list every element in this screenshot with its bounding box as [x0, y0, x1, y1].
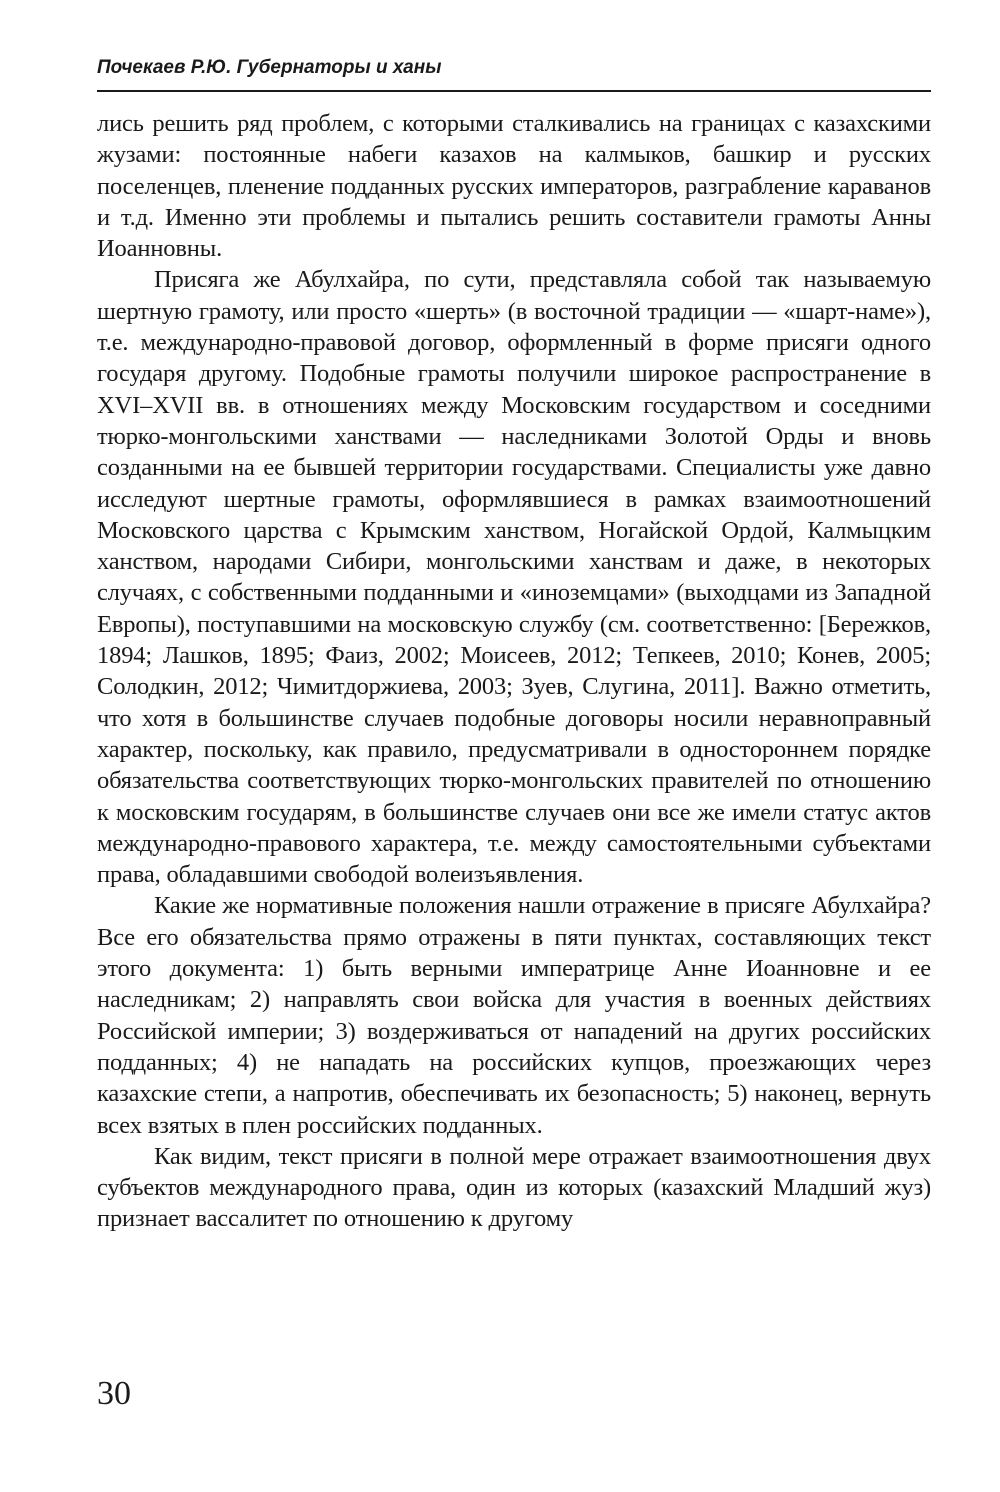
- header-divider: [97, 90, 931, 92]
- page-body: [97, 108, 931, 1235]
- paragraph-continuation: лись решить ряд проблем, с которыми сталкивались на границах с казахскими жузами: постоянные набеги казахов на калмыков, башкир и русских поселенцев, пленение подданных русских императоров, разграбление караванов и т.д. Именно эти проблемы и пытались решить составители грамоты Анны Иоанновны.: [97, 110, 931, 263]
- running-title: Почекаев Р.Ю. Губернаторы и ханы: [97, 57, 442, 78]
- paragraph-conclusion: Как видим, текст присяги в полной мере отражает взаимоотношения двух субъектов международного права, один из которых (казахский Младший жуз) признает вассалитет по отношению к другому: [97, 1142, 931, 1233]
- page-number: 30: [97, 1375, 131, 1412]
- paragraph-oath-shert: Присяга же Абулхайра, по сути, представляла собой так называемую шертную грамоту, или просто «шерть» (в восточной традиции — «шарт-наме»), т.е. международно-правовой договор, оформленный в форме присяги одного государя другому. Подобные грамоты получили широкое распространение в XVI–XVII вв. в отношениях между Московским государством и соседними тюрко-монгольскими ханствами — наследниками Золотой Орды и вновь созданными на ее бывшей территории государствами. Специалисты уже давно исследуют шертные грамоты, оформлявшиеся в рамках взаимоотношений Московского царства с Крымским ханством, Ногайской Ордой, Калмыцким ханством, народами Сибири, монгольскими ханствам и даже, в некоторых случаях, с собственными подданными и «иноземцами» (выходцами из Западной Европы), поступавшими на московскую службу (см. соответственно: [Бережков, 1894; Лашков, 1895; Фаиз, 2002; Моисеев, 2012; Тепкеев, 2010; Конев, 2005; Солодкин, 2012; Чимитдоржиева, 2003; Зуев, Слугина, 2011]. Важно отметить, что хотя в большинстве случаев подобные договоры носили неравноправный характер, поскольку, как правило, предусматривали в одностороннем порядке обязательства соответствующих тюрко-монгольских правителей по отношению к московским государям, в большинстве случаев они все же имели статус актов международно-правового характера, т.е. между самостоятельными субъектами права, обладавшими свободой волеизъявления.: [97, 266, 931, 889]
- running-header: [97, 56, 931, 92]
- paragraph-normative-provisions: Какие же нормативные положения нашли отражение в присяге Абулхайра? Все его обязательства прямо отражены в пяти пунктах, составляющих текст этого документа: 1) быть верными императрице Анне Иоанновне и ее наследникам; 2) направлять свои войска для участия в военных действиях Российской империи; 3) воздерживаться от нападений на других российских подданных; 4) не нападать на российских купцов, проезжающих через казахские степи, а напротив, обеспечивать их безопасность; 5) наконец, вернуть всех взятых в плен российских подданных.: [97, 892, 931, 1139]
